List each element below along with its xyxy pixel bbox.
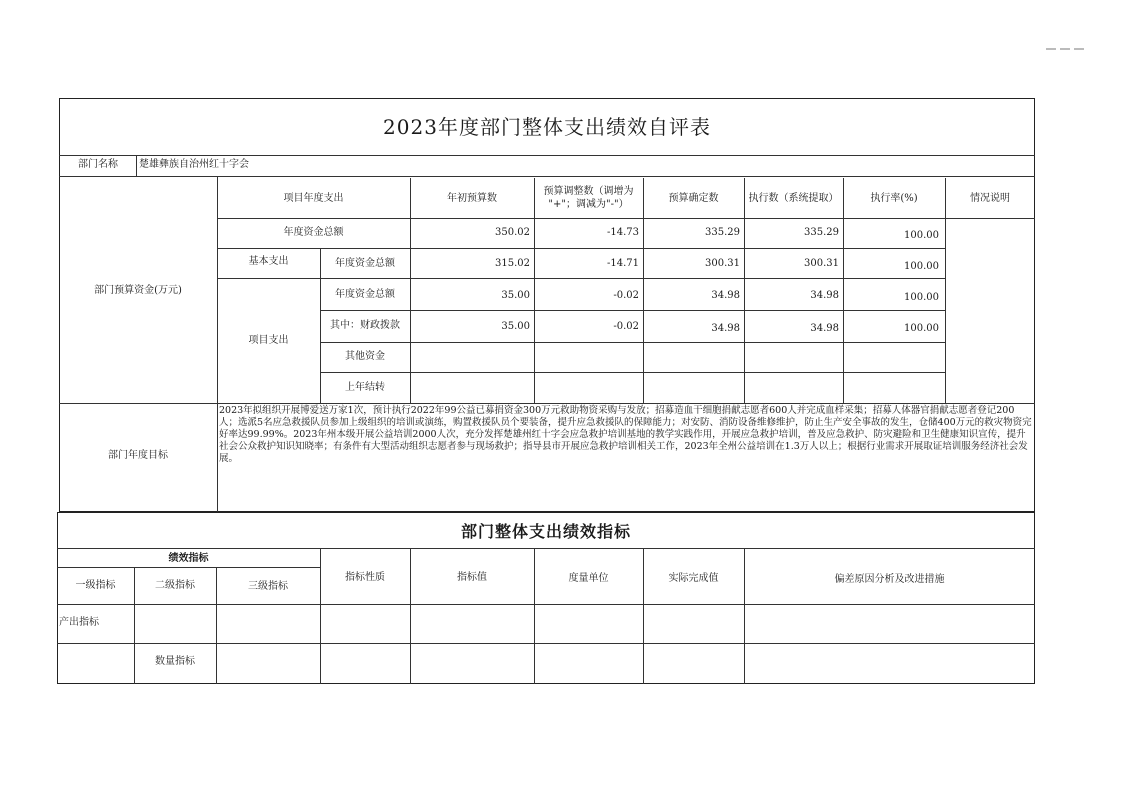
indicator-title: 部门整体支出绩效指标	[460, 522, 631, 541]
row-project-fiscal-initial: 35.00	[501, 321, 530, 332]
actual-header: 实际完成值	[668, 573, 719, 584]
row-divider	[59, 176, 1035, 177]
indicator-group-header: 绩效指标	[168, 553, 209, 564]
row-project-total-executed: 34.98	[810, 290, 839, 301]
col-divider	[534, 548, 535, 684]
header-adjust-line2: "+"；调减为"-"）	[548, 199, 629, 210]
row-divider	[57, 643, 1035, 644]
row-project-fiscal-label: 其中：财政拨款	[330, 320, 400, 331]
row-basic-adjust: -14.71	[606, 258, 639, 269]
row-project-total-rate: 100.00	[904, 292, 939, 303]
scan-mark	[1060, 48, 1070, 50]
row-basic-final: 300.31	[705, 258, 740, 269]
row-divider	[217, 278, 945, 279]
indicator-row-level2: 数量指标	[155, 656, 195, 667]
page-title: 2023年度部门整体支出绩效自评表	[383, 115, 711, 139]
level2-header: 二级指标	[155, 580, 195, 591]
row-divider	[320, 342, 945, 343]
col-divider	[843, 178, 844, 403]
header-item: 项目年度支出	[283, 193, 344, 204]
row-divider	[320, 310, 945, 311]
row-divider	[59, 403, 1035, 404]
nature-header: 指标性质	[345, 572, 385, 583]
dept-name-label: 部门名称	[78, 159, 118, 170]
row-divider	[217, 248, 945, 249]
basic-group-label: 基本支出	[248, 256, 289, 267]
row-project-total-adjust: -0.02	[613, 290, 639, 301]
header-final: 预算确定数	[668, 193, 719, 204]
value-header: 指标值	[457, 572, 487, 583]
row-project-total-initial: 35.00	[501, 290, 530, 301]
unit-header: 度量单位	[568, 573, 609, 584]
header-adjust-line1: 预算调整数（调增为	[543, 186, 634, 197]
row-total-adjust: -14.73	[606, 227, 639, 238]
indicator-row-level1: 产出指标	[59, 617, 99, 628]
col-divider	[643, 548, 644, 684]
row-basic-label: 年度资金总额	[335, 258, 395, 269]
row-divider	[57, 604, 1035, 605]
row-basic-rate: 100.00	[904, 261, 939, 272]
row-total-initial: 350.02	[495, 227, 530, 238]
goal-text: 2023年拟组织开展博爱送万家1次，预计执行2022年99公益已募捐资金300万元救助物资采购与发放；招募造血干细胞捐献志愿者600人并完成血样采集；招募人体器官捐献志愿者登记200人；选派5名应急救援队员参加上级组织的培训或演练，购置救援队员个要装备，提升应急救援队的保障能力；对安防、消防设备维修维护，防止生产安全事故的发生，仓储400万元的救灾物资完好率达99.99%。2023年州本级开展公益培训2000人次，充分发挥楚雄州红十字会应急救护培训基地的教学实践作用，开展应急救护培训，普及应急救护、防灾避险和卫生健康知识宣传，提升社会公众救护知识知晓率；有条件有大型活动组织志愿者参与现场救护；指导县市开展应急救护培训相关工作，2023年全州公益培训在1.3万人以上；根据行业需求开展取证培训服务经济社会发展。	[219, 405, 1032, 464]
row-project-fiscal-adjust: -0.02	[613, 321, 639, 332]
row-divider	[57, 567, 320, 568]
header-note: 情况说明	[970, 193, 1010, 204]
header-initial: 年初预算数	[447, 193, 497, 204]
row-project-carry-label: 上年结转	[345, 382, 385, 393]
analysis-header: 偏差原因分析及改进措施	[834, 574, 945, 585]
row-divider	[57, 548, 1035, 549]
header-rate: 执行率(%)	[870, 193, 918, 204]
col-divider	[744, 548, 745, 684]
row-project-total-label: 年度资金总额	[335, 289, 395, 300]
row-project-fiscal-rate: 100.00	[904, 323, 939, 334]
level3-header: 三级指标	[248, 581, 288, 592]
col-divider	[410, 548, 411, 684]
row-total-label: 年度资金总额	[283, 227, 344, 238]
budget-section-label: 部门预算资金(万元)	[94, 285, 182, 296]
col-divider	[136, 155, 137, 176]
col-divider	[945, 178, 946, 403]
row-project-other-label: 其他资金	[345, 351, 385, 362]
row-basic-executed: 300.31	[804, 258, 839, 269]
row-total-rate: 100.00	[904, 230, 939, 241]
row-divider	[217, 218, 1035, 219]
row-total-final: 335.29	[705, 227, 740, 238]
row-divider	[59, 155, 1035, 156]
row-project-total-final: 34.98	[711, 290, 740, 301]
row-basic-initial: 315.02	[495, 258, 530, 269]
project-group-label: 项目支出	[248, 335, 289, 346]
col-divider	[320, 548, 321, 684]
goal-label: 部门年度目标	[108, 450, 168, 461]
level1-header: 一级指标	[75, 580, 116, 591]
scan-mark	[1046, 48, 1056, 50]
row-project-fiscal-final: 34.98	[711, 323, 740, 334]
row-divider	[320, 372, 945, 373]
scan-mark	[1074, 48, 1084, 50]
dept-name-value: 楚雄彝族自治州红十字会	[139, 159, 249, 170]
header-executed: 执行数（系统提取）	[748, 193, 839, 204]
row-total-executed: 335.29	[804, 227, 839, 238]
row-project-fiscal-executed: 34.98	[810, 323, 839, 334]
